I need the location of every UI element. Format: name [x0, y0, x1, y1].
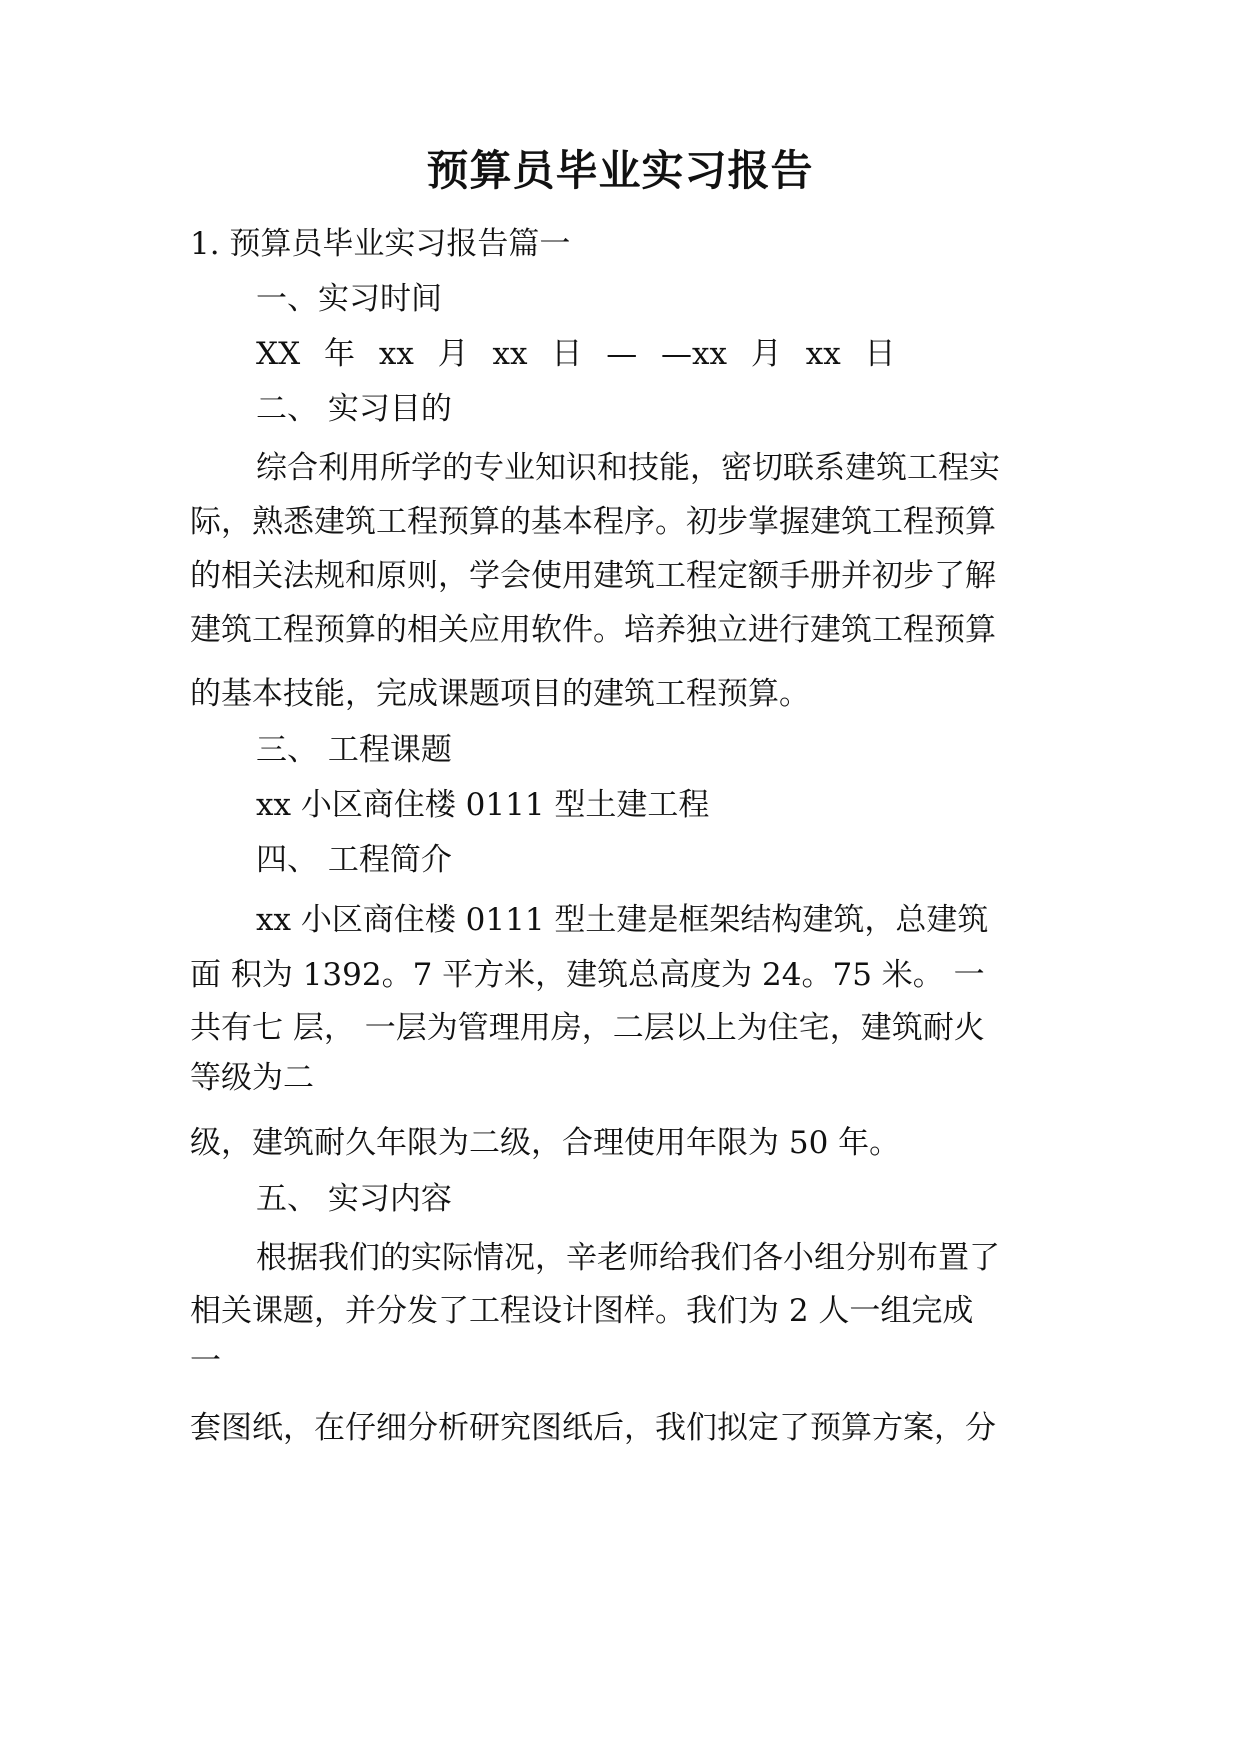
section-heading: 1. 预算员毕业实习报告篇一 — [190, 226, 571, 262]
subsection-heading: 五、 实习内容 — [256, 1181, 452, 1217]
paragraph-line: XX 年 xx 月 xx 日 — —xx 月 xx 日 — [256, 336, 896, 372]
paragraph-line: 共有七 层， 一层为管理用房，二层以上为住宅，建筑耐火 — [190, 1010, 985, 1046]
subsection-heading: 一、实习时间 — [256, 281, 442, 317]
subsection-heading: 四、 工程简介 — [256, 842, 452, 878]
paragraph-line: xx 小区商住楼 0111 型土建是框架结构建筑，总建筑 — [256, 902, 989, 938]
paragraph-line: 建筑工程预算的相关应用软件。培养独立进行建筑工程预算 — [190, 612, 996, 648]
paragraph-line: 的相关法规和原则，学会使用建筑工程定额手册并初步了解 — [190, 558, 996, 594]
paragraph-line: 的基本技能，完成课题项目的建筑工程预算。 — [190, 676, 810, 712]
document-title: 预算员毕业实习报告 — [426, 146, 814, 195]
paragraph-line: 套图纸，在仔细分析研究图纸后，我们拟定了预算方案，分 — [190, 1410, 996, 1446]
paragraph-line: 等级为二 — [190, 1060, 314, 1096]
paragraph-line: 根据我们的实际情况，辛老师给我们各小组分别布置了 — [256, 1240, 1000, 1276]
subsection-heading: 二、 实习目的 — [256, 391, 452, 427]
subsection-heading: 三、 工程课题 — [256, 732, 452, 768]
paragraph-line: 面 积为 1392。7 平方米，建筑总高度为 24。75 米。 一 — [190, 957, 985, 993]
paragraph-line: xx 小区商住楼 0111 型土建工程 — [256, 787, 710, 823]
paragraph-line: 相关课题，并分发了工程设计图样。我们为 2 人一组完成 — [190, 1293, 974, 1329]
paragraph-line: 综合利用所学的专业知识和技能，密切联系建筑工程实 — [256, 450, 1000, 486]
paragraph-line: 级，建筑耐久年限为二级，合理使用年限为 50 年。 — [190, 1125, 901, 1161]
paragraph-line: 际，熟悉建筑工程预算的基本程序。初步掌握建筑工程预算 — [190, 504, 996, 540]
paragraph-line: 一 — [190, 1343, 221, 1379]
